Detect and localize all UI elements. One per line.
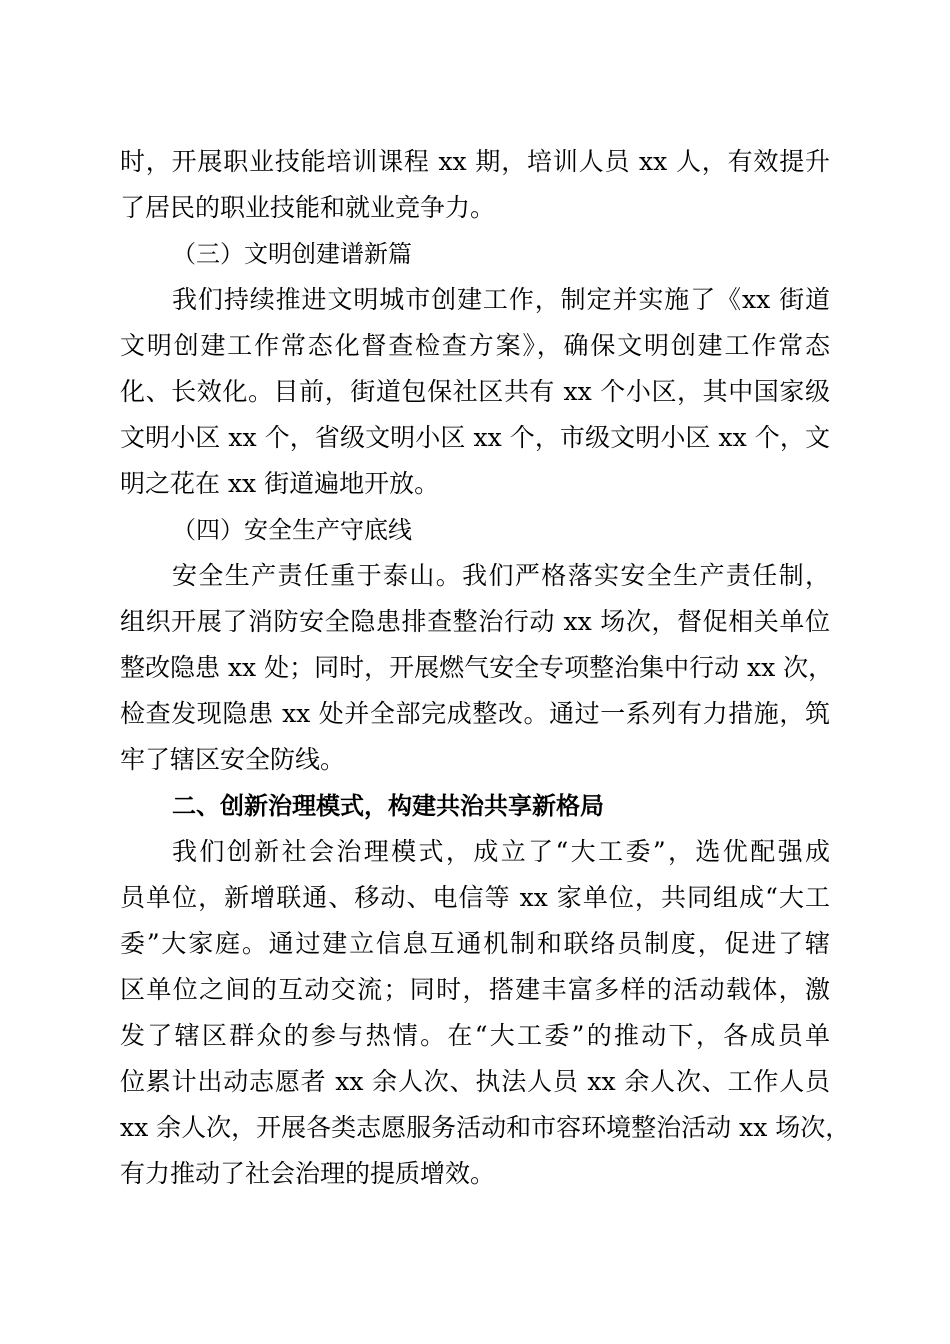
paragraph-line: 我们持续推进文明城市创建工作，制定并实施了《xx 街道 [172,285,830,314]
paragraph-line: 委”大家庭。通过建立信息互通机制和联络员制度，促进了辖 [120,929,830,958]
paragraph-line: xx 余人次，开展各类志愿服务活动和市容环境整治活动 xx 场次， [120,1113,851,1142]
section-heading-4: （四）安全生产守底线 [172,516,412,544]
paragraph-line: 检查发现隐患 xx 处并全部完成整改。通过一系列有力措施，筑 [120,699,830,728]
paragraph-line: 明之花在 xx 街道遍地开放。 [120,469,440,498]
paragraph-line: 发了辖区群众的参与热情。在“大工委”的推动下，各成员单 [120,1021,830,1050]
paragraph-line: 区单位之间的互动交流；同时，搭建丰富多样的活动载体，激 [120,975,830,1004]
paragraph-line: 位累计出动志愿者 xx 余人次、执法人员 xx 余人次、工作人员 [120,1067,830,1096]
paragraph-line: 我们创新社会治理模式，成立了“大工委”，选优配强成 [172,837,830,866]
section-heading-3: （三）文明创建谱新篇 [172,240,412,268]
paragraph-line: 组织开展了消防安全隐患排查整治行动 xx 场次，督促相关单位 [120,607,830,636]
paragraph-line: 文明创建工作常态化督查检查方案》，确保文明创建工作常态 [120,331,830,360]
section-heading-2: 二、创新治理模式，构建共治共享新格局 [172,792,604,820]
paragraph-line: 整改隐患 xx 处；同时，开展燃气安全专项整治集中行动 xx 次， [120,653,834,682]
paragraph-line: 员单位，新增联通、移动、电信等 xx 家单位，共同组成“大工 [120,883,830,912]
paragraph-line: 牢了辖区安全防线。 [120,745,346,774]
paragraph-line: 有力推动了社会治理的提质增效。 [120,1159,496,1188]
paragraph-line: 安全生产责任重于泰山。我们严格落实安全生产责任制， [172,561,830,590]
paragraph-line: 文明小区 xx 个，省级文明小区 xx 个，市级文明小区 xx 个，文 [120,423,830,452]
paragraph-line: 时，开展职业技能培训课程 xx 期，培训人员 xx 人，有效提升 [120,147,830,176]
paragraph-line: 化、长效化。目前，街道包保社区共有 xx 个小区，其中国家级 [120,377,830,406]
paragraph-line: 了居民的职业技能和就业竞争力。 [120,193,496,222]
